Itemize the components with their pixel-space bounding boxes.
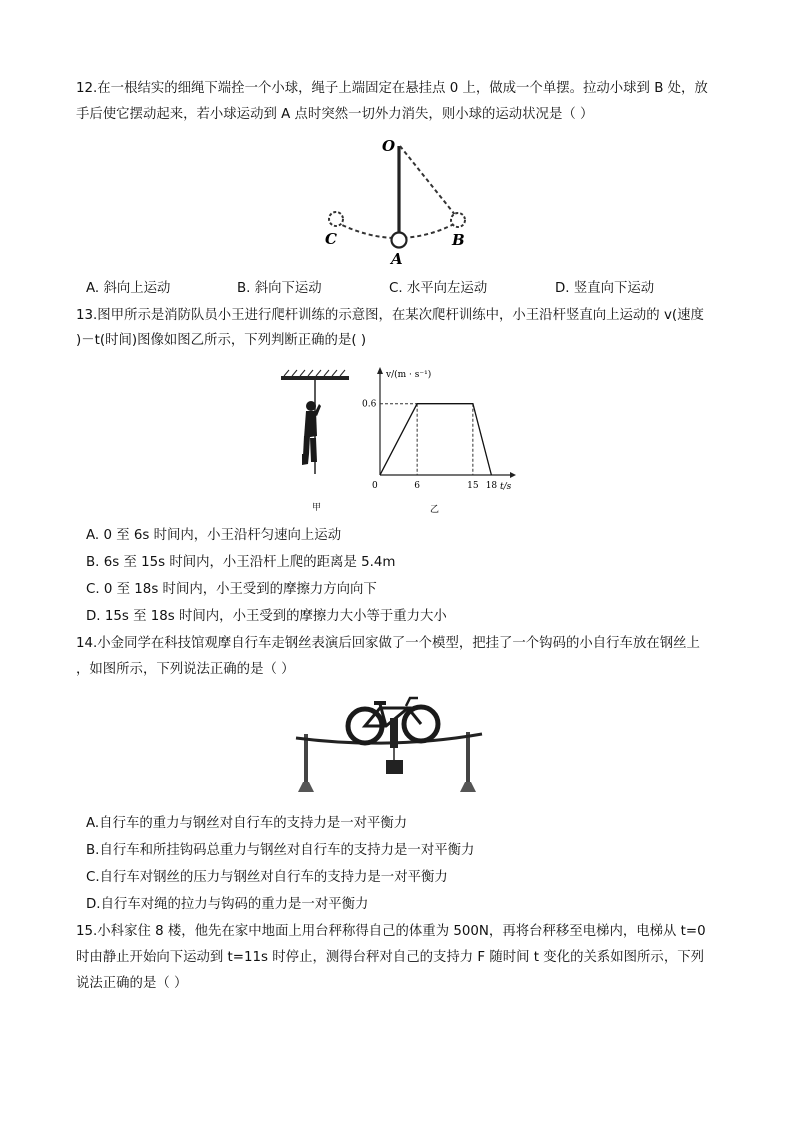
x-tick-15: 15 [467,481,479,491]
x-axis-label: t/s [500,482,512,492]
steel-wire [296,734,482,743]
q14-option-b: B.自行车和所挂钩码总重力与钢丝对自行车的支持力是一对平衡力 [86,843,475,858]
hook-weight [386,760,403,774]
climber-silhouette [302,401,321,465]
y-axis-label: v/(m · s⁻¹) [386,370,432,380]
x-tick-18: 18 [485,481,498,491]
q15-text-line3: 说法正确的是（ ） [76,976,188,991]
ball-position-b [451,213,465,227]
velocity-series-line [380,404,491,475]
figure-jia-caption: 甲 [312,503,322,513]
q12-option-d: D. 竖直向下运动 [555,281,655,296]
q13-option-d: D. 15s 至 18s 时间内，小王受到的摩擦力大小等于重力大小 [86,609,447,624]
origin-label: 0 [372,481,378,491]
q14-option-a: A.自行车的重力与钢丝对自行车的支持力是一对平衡力 [86,816,408,831]
right-post [466,732,470,786]
q12-text-line2: 手后使它摆动起来，若小球运动到 A 点时突然一切外力消失，则小球的运动状况是（ ） [76,107,594,122]
pendulum-dashed-rope-b [400,146,456,216]
label-b: B [452,231,465,249]
q12-option-a: A. 斜向上运动 [86,281,171,296]
q12-option-c: C. 水平向左运动 [389,281,488,296]
velocity-time-chart [360,362,520,518]
left-post [304,734,308,786]
q14-text-line2: ，如图所示，下列说法正确的是（ ） [76,662,295,677]
q13-text-line1: 13.图甲所示是消防队员小王进行爬杆训练的示意图，在某次爬杆训练中，小王沿杆竖直向上运动的 v(速度 [76,308,704,323]
left-post-base [298,782,314,792]
q12-option-b: B. 斜向下运动 [237,281,322,296]
q15-text-line2: 时由静止开始向下运动到 t=11s 时停止，测得台秤对自己的支持力 F 随时间 t 变化的关系如图所示，下列 [76,950,704,965]
y-tick-0.6: 0.6 [362,399,377,410]
x-tick-6: 6 [414,481,421,491]
climber-figure [276,366,356,514]
ball-position-c [329,212,343,226]
q14-text-line1: 14.小金同学在科技馆观摩自行车走钢丝表演后回家做了一个模型，把挂了一个钩码的小自行车放在钢丝上 [76,636,700,651]
q14-option-d: D.自行车对绳的拉力与钩码的重力是一对平衡力 [86,897,369,912]
q12-text-line1: 12.在一根结实的细绳下端拴一个小球，绳子上端固定在悬挂点 0 上，做成一个单摆。拉动小球到 B 处，放 [76,81,708,96]
bicycle-tightrope-figure [290,688,490,800]
label-o: O [382,137,396,155]
q15-text-line1: 15.小科家住 8 楼，他先在家中地面上用台秤称得自己的体重为 500N，再将台秤移至电梯内，电梯从 t=0 [76,924,706,939]
x-axis-arrow [510,472,516,478]
q14-option-c: C.自行车对钢丝的压力与钢丝对自行车的支持力是一对平衡力 [86,870,448,885]
label-a: A [391,250,403,266]
figure-yi-caption: 乙 [430,505,440,515]
pendulum-figure [318,134,478,266]
y-axis-arrow [377,367,383,374]
q13-option-a: A. 0 至 6s 时间内，小王沿杆匀速向上运动 [86,528,342,543]
label-c: C [325,230,337,248]
right-post-base [460,782,476,792]
q13-option-c: C. 0 至 18s 时间内，小王受到的摩擦力方向向下 [86,582,377,597]
bicycle-body-weight [390,718,398,748]
ceiling [281,376,349,380]
ball-position-a [392,233,407,248]
q13-option-b: B. 6s 至 15s 时间内，小王沿杆上爬的距离是 5.4m [86,555,396,570]
q13-text-line2: )－t(时间)图像如图乙所示，下列判断正确的是( ) [76,333,367,348]
